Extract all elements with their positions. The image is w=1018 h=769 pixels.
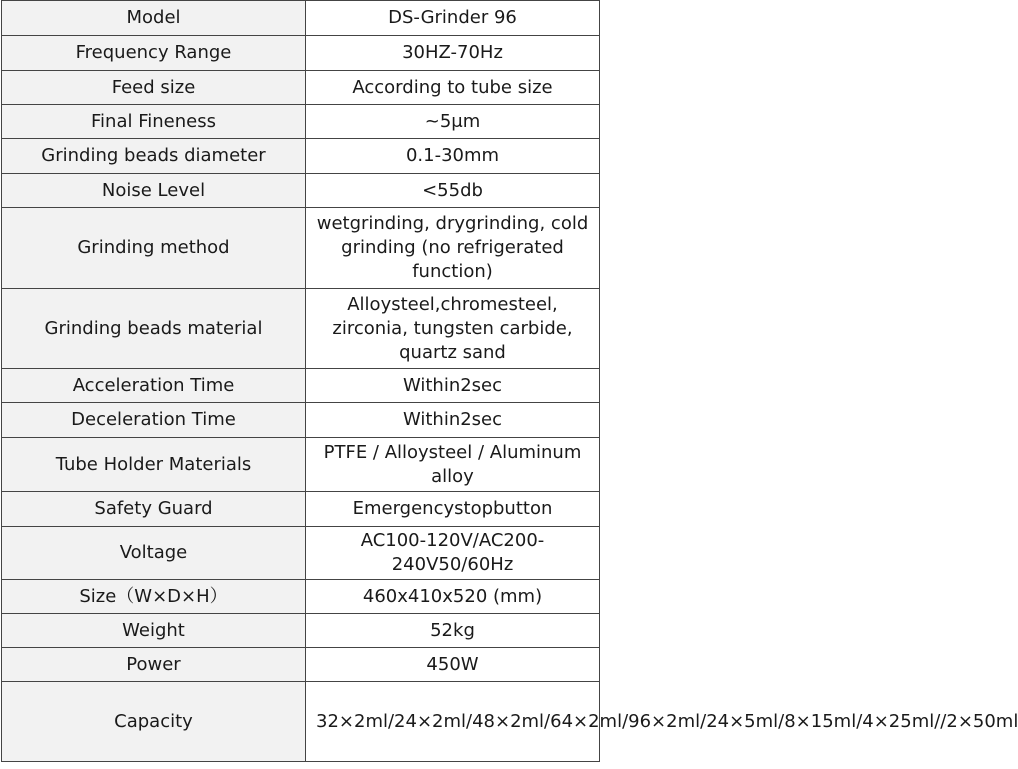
table-row [2,580,600,614]
table-row [2,403,600,438]
spec-label-model: Model [2,1,306,36]
spec-value-final-fineness: ~5μm [306,105,600,139]
table-row [2,174,600,208]
spec-value-frequency-range: 30HZ-70Hz [306,36,600,71]
spec-value-acceleration-time: Within2sec [306,369,600,403]
spec-value-safety-guard: Emergencystopbutton [306,492,600,527]
table-row [2,289,600,369]
table-row [2,614,600,648]
table-row [2,492,600,527]
spec-label-deceleration-time: Deceleration Time [2,403,306,438]
spec-label-final-fineness: Final Fineness [2,105,306,139]
spec-label-safety-guard: Safety Guard [2,492,306,527]
spec-value-beads-diameter: 0.1-30mm [306,139,600,174]
spec-value-grinding-method: wetgrinding, drygrinding, cold grinding (no refrigerated function) [306,208,600,289]
spec-label-acceleration-time: Acceleration Time [2,369,306,403]
spec-value-power: 450W [306,648,600,682]
table-row [2,682,600,762]
spec-value-weight: 52kg [306,614,600,648]
table-row [2,105,600,139]
table-row [2,71,600,105]
table-row [2,369,600,403]
table-row [2,208,600,289]
table-row [2,1,600,36]
spec-value-tube-holder: PTFE / Alloysteel / Aluminum alloy [306,438,600,492]
spec-value-feed-size: According to tube size [306,71,600,105]
spec-value-voltage: AC100-120V/AC200-240V50/60Hz [306,527,600,580]
spec-label-noise-level: Noise Level [2,174,306,208]
spec-label-weight: Weight [2,614,306,648]
spec-label-size: Size（W×D×H） [2,580,306,614]
spec-value-beads-material: Alloysteel,chromesteel, zirconia, tungsten carbide, quartz sand [306,289,600,369]
spec-value-size: 460x410x520 (mm) [306,580,600,614]
table-row [2,648,600,682]
spec-value-capacity: 32×2ml/24×2ml/48×2ml/64×2ml/96×2ml/24×5ml/8×15ml/4×25ml//2×50ml [306,682,600,762]
spec-label-voltage: Voltage [2,527,306,580]
table-row [2,527,600,580]
spec-value-model: DS-Grinder 96 [306,1,600,36]
spec-label-grinding-method: Grinding method [2,208,306,289]
spec-label-tube-holder: Tube Holder Materials [2,438,306,492]
spec-label-capacity: Capacity [2,682,306,762]
spec-table [1,0,1018,762]
table-row [2,438,600,492]
spec-value-noise-level: <55db [306,174,600,208]
spec-value-deceleration-time: Within2sec [306,403,600,438]
spec-label-feed-size: Feed size [2,71,306,105]
spec-label-power: Power [2,648,306,682]
spec-label-frequency-range: Frequency Range [2,36,306,71]
table-row [2,36,600,71]
table-row [2,139,600,174]
spec-label-beads-diameter: Grinding beads diameter [2,139,306,174]
spec-label-beads-material: Grinding beads material [2,289,306,369]
